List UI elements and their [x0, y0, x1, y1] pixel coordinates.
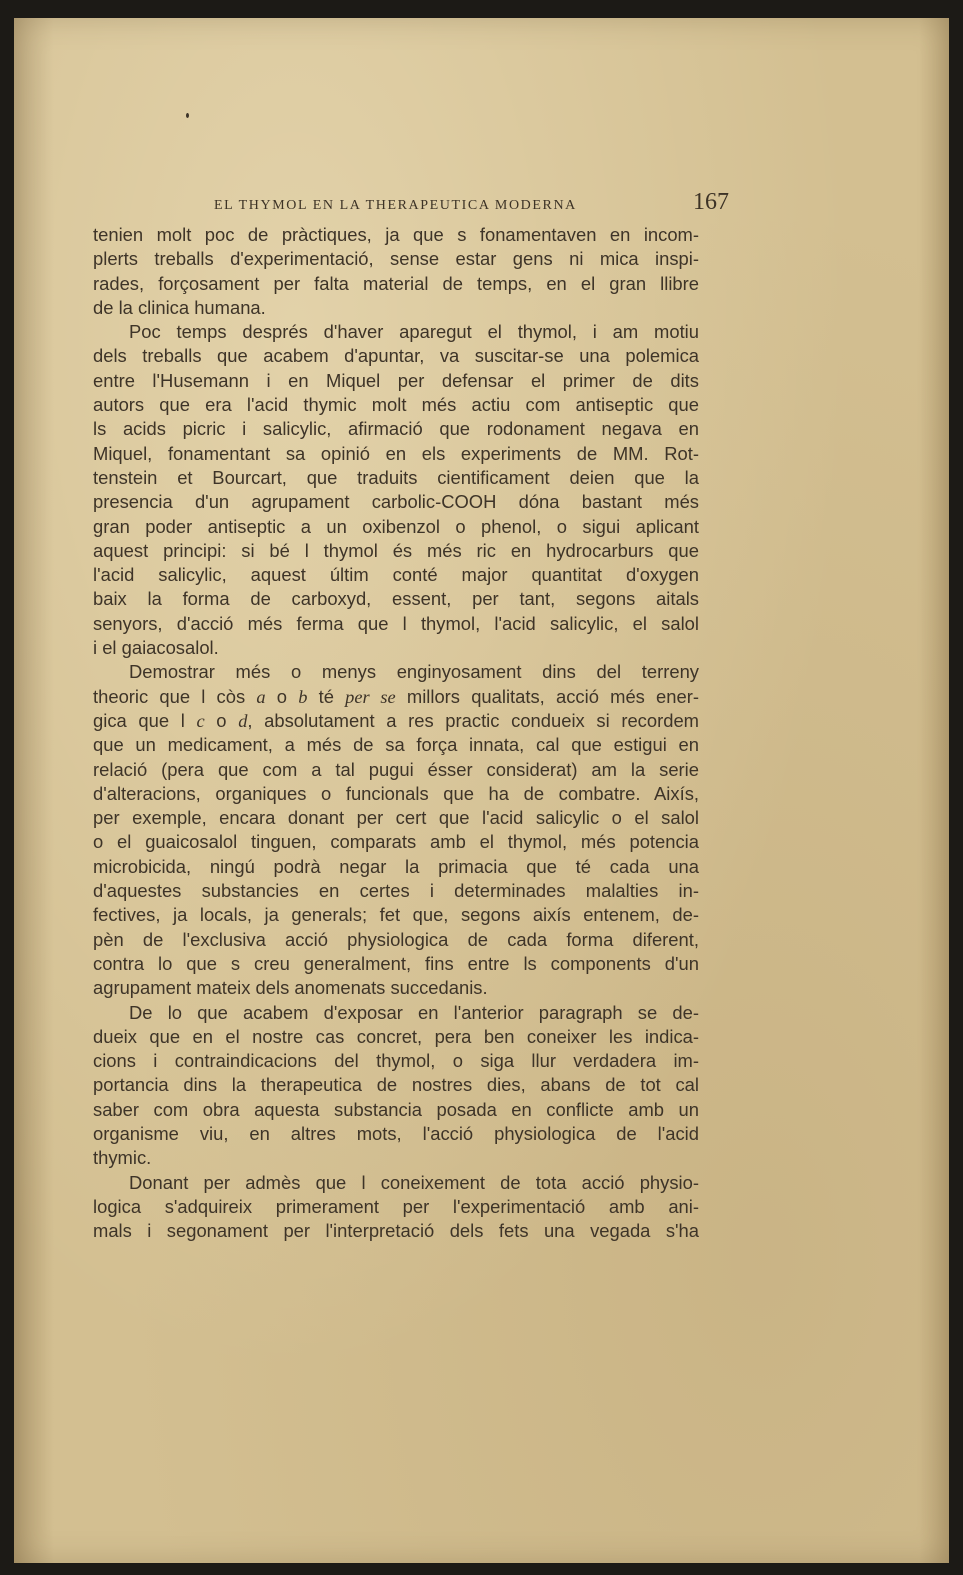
text-line: portancia dins la therapeutica de nostres dies, abans de tot cal [93, 1074, 699, 1096]
italic-term: b [298, 686, 308, 707]
text-line: gica que l c o d, absolutament a res practic condueix si recordem [93, 709, 699, 731]
text-line: rades, forçosament per falta material de temps, en el gran llibre [93, 272, 699, 294]
text-line: fectives, ja locals, ja generals; fet que, segons aixís entenem, de- [93, 904, 699, 926]
text-line: autors que era l'acid thymic molt més actiu com antiseptic que [93, 394, 699, 416]
text-line: baix la forma de carboxyd, essent, per tant, segons aitals [93, 588, 699, 610]
text-line: de la clinica humana. [93, 296, 266, 318]
italic-term: d [238, 710, 248, 731]
ink-speck [186, 113, 189, 118]
body-text [93, 223, 699, 1243]
text-line: d'alteracions, organiques o funcionals que ha de combatre. Aixís, [93, 782, 699, 804]
text-line: que un medicament, a més de sa força innata, cal que estigui en [93, 734, 699, 756]
text-line: tenstein et Bourcart, que traduits cientificament deien que la [93, 466, 699, 488]
paragraph [93, 660, 699, 1000]
book-page [14, 18, 949, 1563]
text-line: cions i contraindicacions del thymol, o siga llur verdadera im- [93, 1050, 699, 1072]
text-line: Donant per admès que l coneixement de tota acció physio- [129, 1171, 699, 1193]
running-title: EL THYMOL EN LA THERAPEUTICA MODERNA [214, 198, 577, 213]
text-line: mals i segonament per l'interpretació dels fets una vegada s'ha [93, 1220, 699, 1242]
text-line: tenien molt poc de pràctiques, ja que s fonamentaven en incom- [93, 224, 699, 245]
text-line: logica s'adquireix primerament per l'experimentació amb ani- [93, 1195, 699, 1217]
page-header [199, 181, 729, 221]
italic-term: c [196, 710, 205, 731]
text-line: d'aquestes substancies en certes i determinades malalties in- [93, 880, 699, 902]
text-line: theoric que l còs a o b té per se millors qualitats, acció més ener- [93, 685, 699, 707]
text-line: organisme viu, en altres mots, l'acció physiologica de l'acid [93, 1122, 699, 1144]
text-line: Poc temps després d'haver aparegut el thymol, i am motiu [129, 321, 699, 343]
text-line: dueix que en el nostre cas concret, pera ben coneixer les indica- [93, 1025, 699, 1047]
text-line: contra lo que s creu generalment, fins entre ls components d'un [93, 952, 699, 974]
page-number: 167 [693, 189, 729, 215]
text-line: microbicida, ningú podrà negar la primacia que té cada una [93, 855, 699, 877]
text-line: pèn de l'exclusiva acció physiologica de cada forma diferent, [93, 928, 699, 950]
text-line: gran poder antiseptic a un oxibenzol o phenol, o sigui aplicant [93, 515, 699, 537]
text-line: dels treballs que acabem d'apuntar, va suscitar-se una polemica [93, 345, 699, 367]
text-line: saber com obra aquesta substancia posada en conflicte amb un [93, 1098, 699, 1120]
text-line: presencia d'un agrupament carbolic-COOH dóna bastant més [93, 491, 699, 513]
text-line: De lo que acabem d'exposar en l'anterior paragraph se de- [129, 1001, 699, 1023]
paragraph [93, 1001, 699, 1171]
paragraph [93, 1171, 699, 1244]
italic-term: a [256, 686, 266, 707]
text-line: thymic. [93, 1147, 152, 1169]
text-line: plerts treballs d'experimentació, sense estar gens ni mica inspi- [93, 248, 699, 270]
text-line: o el guaicosalol tinguen, comparats amb el thymol, més potencia [93, 831, 699, 853]
text-line: aquest principi: si bé l thymol és més ric en hydrocarburs que [93, 539, 699, 561]
paragraph [93, 223, 699, 320]
text-line: per exemple, encara donant per cert que l'acid salicylic o el salol [93, 807, 699, 829]
text-line: l'acid salicylic, aquest últim conté major quantitat d'oxygen [93, 564, 699, 586]
text-line: senyors, d'acció més ferma que l thymol, l'acid salicylic, el salol [93, 612, 699, 634]
text-line: agrupament mateix dels anomenats succedanis. [93, 977, 488, 999]
paragraph [93, 320, 699, 660]
text-line: entre l'Husemann i en Miquel per defensar el primer de dits [93, 369, 699, 391]
text-line: relació (pera que com a tal pugui ésser considerat) am la serie [93, 758, 699, 780]
text-line: i el gaiacosalol. [93, 637, 219, 659]
text-line: Miquel, fonamentant sa opinió en els experiments de MM. Rot- [93, 442, 699, 464]
text-line: Demostrar més o menys enginyosament dins del terreny [129, 661, 699, 683]
text-line: ls acids picric i salicylic, afirmació que rodonament negava en [93, 418, 699, 440]
italic-term: per se [345, 686, 396, 707]
